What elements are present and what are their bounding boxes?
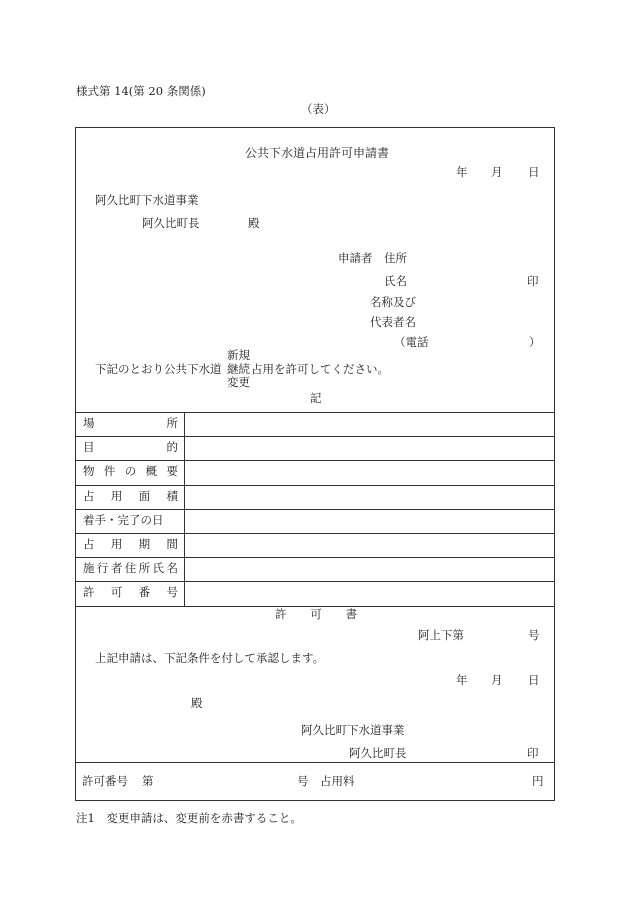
recipient-honorific: 殿: [248, 216, 260, 230]
row-label-char: 者: [110, 561, 123, 575]
row-label-char: 所: [166, 416, 178, 430]
row-label-overview: [83, 466, 178, 478]
permit-bottom-rule: [75, 762, 555, 763]
row-label-char: 用: [110, 537, 123, 551]
row-label-char: 積: [166, 489, 178, 503]
row-label-char: 許: [83, 585, 95, 599]
row-label-char: の: [124, 464, 137, 478]
row-label-char: 間: [166, 537, 178, 551]
permit-title-char: 可: [310, 607, 322, 621]
row-label-char: 番: [138, 585, 151, 599]
permit-no-dai: 第: [142, 774, 154, 788]
permit-date-month: 月: [491, 673, 503, 687]
issuer-seal: 印: [527, 746, 539, 760]
row-label-permit-number: [83, 587, 178, 599]
addressee-honorific: 殿: [191, 696, 203, 710]
row-label-char: 住: [124, 561, 137, 575]
row-label-char: 用: [110, 489, 123, 503]
body-text-before: 下記のとおり公共下水道: [95, 362, 222, 376]
permit-doc-suffix: 号: [528, 628, 540, 642]
row-label-location: [83, 418, 178, 430]
row-label-char: 的: [166, 440, 178, 454]
application-title: 公共下水道占用許可申請書: [245, 146, 390, 160]
date-month: 月: [491, 165, 503, 179]
row-label-contractor: [83, 563, 178, 575]
row-divider: [75, 557, 555, 558]
fee-label: 占用料: [320, 774, 355, 788]
permit-title-char: 書: [345, 607, 357, 621]
corp-name-label: 名称及び: [370, 295, 416, 309]
issuer-org: 阿久比町下水道事業: [301, 723, 405, 737]
row-label-char: 占: [83, 537, 95, 551]
permit-title-char: 許: [275, 607, 287, 621]
recipient-title: 阿久比町長: [142, 216, 200, 230]
row-label-char: 要: [166, 464, 178, 478]
date-year: 年: [456, 165, 468, 179]
recipient-org: 阿久比町下水道事業: [95, 193, 199, 207]
permit-no-go: 号: [297, 774, 309, 788]
row-divider: [75, 460, 555, 461]
address-label: 住所: [384, 251, 407, 265]
ki-label: 記: [310, 391, 322, 405]
row-label-char: 号: [166, 585, 178, 599]
phone-close: ）: [529, 335, 541, 349]
date-day: 日: [528, 165, 540, 179]
row-label-char: 物: [83, 464, 95, 478]
issuer-title: 阿久比町長: [349, 746, 407, 760]
row-label-char: 氏: [152, 561, 165, 575]
name-label: 氏名: [384, 274, 407, 288]
row-divider: [75, 436, 555, 437]
approval-text: 上記申請は、下記条件を付して承認します。: [95, 651, 325, 665]
row-label-char: 面: [138, 489, 151, 503]
row-label-area: [83, 491, 178, 503]
row-label-char: 目: [83, 440, 95, 454]
row-label-char: 占: [83, 489, 95, 503]
permit-title: [275, 609, 357, 621]
applicant-seal: 印: [527, 274, 539, 288]
row-divider: [75, 485, 555, 486]
row-label-char: 場: [83, 416, 95, 430]
phone-label: （電話: [394, 335, 429, 349]
row-label-char: 概: [145, 464, 158, 478]
table-column-divider: [184, 412, 185, 606]
row-divider: [75, 509, 555, 510]
row-label-period: [83, 539, 178, 551]
option-change: 変更: [227, 375, 250, 389]
row-label-char: 施: [83, 561, 95, 575]
permit-no-label: 許可番号: [82, 774, 128, 788]
row-label-char: 所: [138, 561, 151, 575]
row-divider: [75, 533, 555, 534]
option-new: 新規: [227, 348, 250, 362]
row-label-char: 件: [103, 464, 116, 478]
option-continue: 継続: [227, 362, 250, 376]
permit-date-year: 年: [456, 673, 468, 687]
table-top-rule: [75, 412, 555, 413]
form-number: 様式第 14(第 20 条関係): [76, 84, 206, 98]
form-side-label: （表）: [301, 102, 336, 116]
row-label-purpose: [83, 442, 178, 454]
row-divider: [75, 581, 555, 582]
body-text-after: 占用を許可してください。: [251, 362, 389, 376]
row-label-char: 期: [138, 537, 151, 551]
representative-label: 代表者名: [370, 315, 416, 329]
permit-date-day: 日: [528, 673, 540, 687]
row-label-char: 着手・完了の日: [83, 513, 164, 527]
row-label-char: 名: [166, 561, 178, 575]
fee-yen: 円: [532, 774, 544, 788]
row-label-start-end: [83, 515, 178, 527]
applicant-label: 申請者: [338, 251, 373, 265]
row-label-char: 行: [96, 561, 109, 575]
permit-doc-prefix: 阿上下第: [418, 628, 464, 642]
row-label-char: 可: [110, 585, 123, 599]
footnote: 注1 変更申請は、変更前を赤書すること。: [76, 811, 302, 825]
